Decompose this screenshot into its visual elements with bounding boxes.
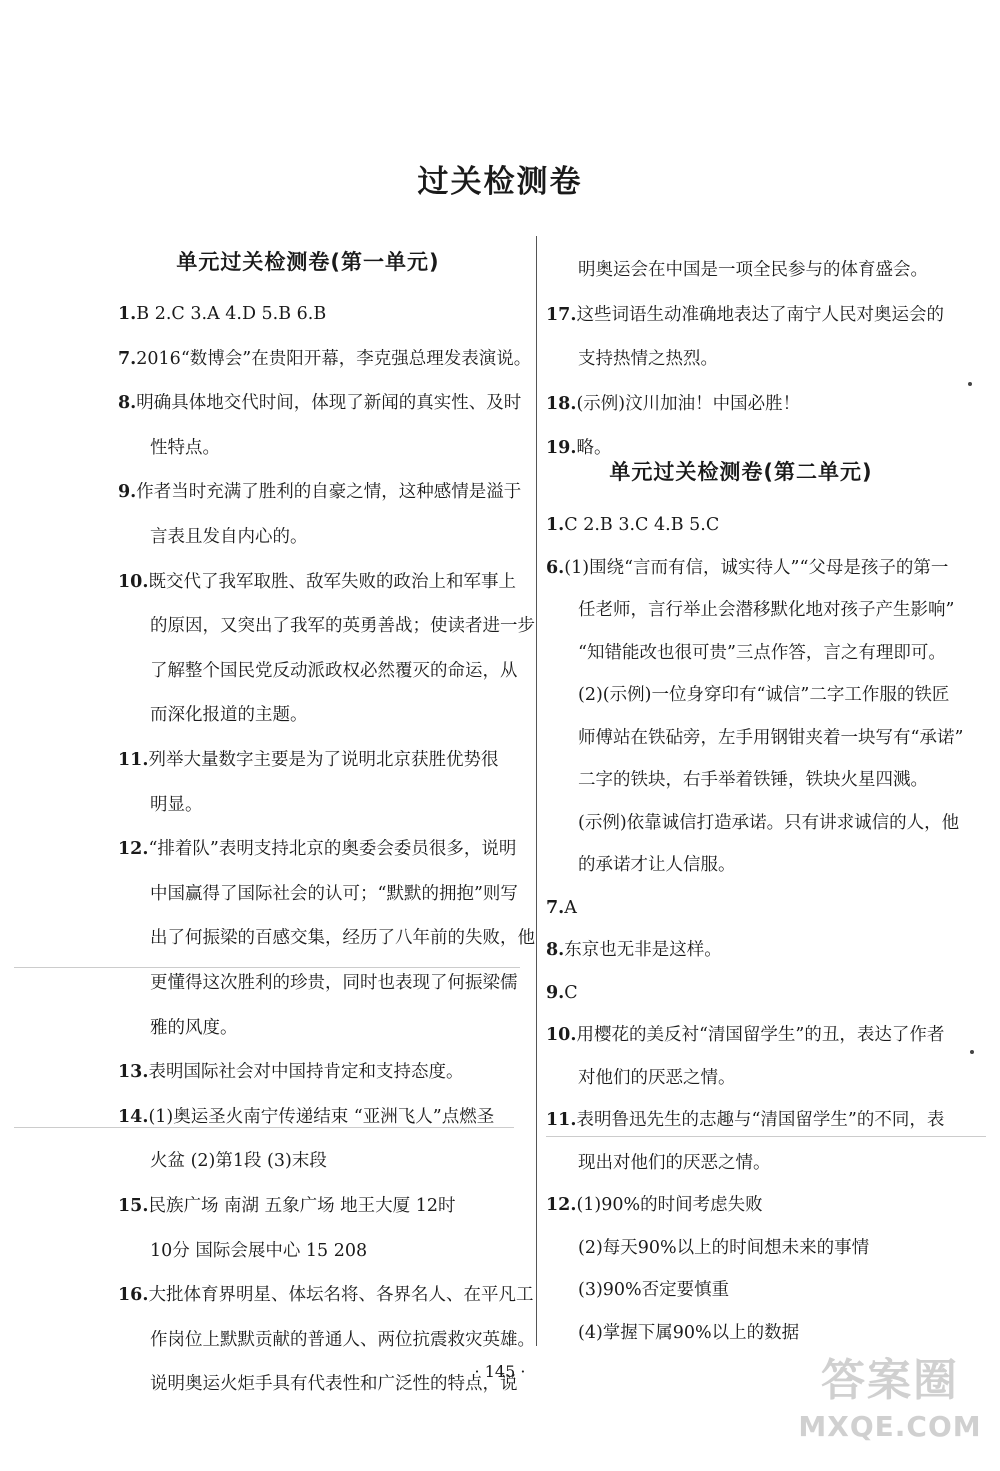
answer-line bbox=[118, 480, 521, 504]
page-title: 过关检测卷 bbox=[417, 164, 583, 200]
answer-line bbox=[118, 1105, 494, 1129]
answer-text: 言表且发自内心的。 bbox=[150, 527, 308, 547]
answer-line bbox=[546, 1193, 763, 1217]
question-number: 12. bbox=[546, 1195, 577, 1215]
answer-text: (2)每天90%以上的时间想未来的事情 bbox=[578, 1237, 870, 1258]
answer-line bbox=[578, 641, 946, 665]
answer-text: 明奥运会在中国是一项全民参与的体育盛会。 bbox=[578, 260, 928, 280]
answer-text: 既交代了我军取胜、敌军失败的政治上和军事上 bbox=[148, 571, 516, 592]
answer-line bbox=[578, 811, 959, 835]
answer-text: 东京也无非是这样。 bbox=[564, 940, 722, 960]
answer-text: 用樱花的美反衬“清国留学生”的丑，表达了作者 bbox=[576, 1025, 945, 1045]
answer-line bbox=[578, 1066, 736, 1090]
answer-text: 表明鲁迅先生的志趣与“清国留学生”的不同，表 bbox=[576, 1110, 945, 1130]
answer-text: (3)90%否定要慎重 bbox=[578, 1280, 730, 1300]
answer-text: (1)90%的时间考虑失败 bbox=[576, 1195, 763, 1215]
answer-line bbox=[578, 853, 736, 877]
answer-line bbox=[546, 938, 722, 962]
section-heading-unit-2: 单元过关检测卷(第二单元) bbox=[609, 460, 873, 484]
answer-text: 出了何振梁的百感交集，经历了八年前的失败，他 bbox=[150, 928, 535, 949]
answer-text: 支持热情之热烈。 bbox=[578, 349, 718, 370]
answer-line bbox=[150, 1328, 535, 1352]
answer-line bbox=[546, 896, 577, 920]
answer-text: 明确具体地交代时间，体现了新闻的真实性、及时 bbox=[136, 393, 522, 414]
answer-text: “排着队”表明支持北京的奥委会委员很多，说明 bbox=[148, 839, 517, 860]
answer-text: B 2.C 3.A 4.D 5.B 6.B bbox=[136, 304, 327, 324]
answer-text: 说明奥运火炬手具有代表性和广泛性的特点，说 bbox=[150, 1374, 518, 1395]
question-number: 12. bbox=[118, 839, 149, 860]
answer-line bbox=[150, 882, 518, 906]
answer-text: 这些词语生动准确地表达了南宁人民对奥运会的 bbox=[576, 304, 944, 325]
answer-line bbox=[578, 768, 928, 792]
answer-line bbox=[150, 703, 308, 727]
question-number: 7. bbox=[118, 348, 137, 369]
watermark bbox=[790, 1353, 990, 1463]
answer-line bbox=[150, 793, 203, 817]
answer-text: (示例)汶川加油！中国必胜！ bbox=[576, 393, 801, 414]
question-number: 15. bbox=[118, 1196, 149, 1216]
scan-rule bbox=[14, 967, 520, 968]
answer-line bbox=[546, 392, 800, 416]
question-number: 10. bbox=[118, 571, 149, 592]
answer-line bbox=[546, 556, 948, 580]
answer-line bbox=[150, 1239, 367, 1263]
answer-text: (1)奥运圣火南宁传递结束 “亚洲飞人”点燃圣 bbox=[148, 1106, 495, 1127]
question-number: 11. bbox=[118, 750, 149, 770]
answer-text: 中国赢得了国际社会的认可；“默默的拥抱”则写 bbox=[150, 883, 518, 904]
answer-line bbox=[118, 1283, 533, 1307]
answer-line bbox=[150, 926, 535, 950]
answer-line bbox=[150, 1149, 327, 1173]
answer-text: 师傅站在铁砧旁，左手用钢钳夹着一块写有“承诺” bbox=[578, 727, 964, 748]
answer-line bbox=[578, 1151, 771, 1175]
answer-text: 了解整个国民党反动派政权必然覆灭的命运，从 bbox=[150, 660, 518, 681]
answer-line bbox=[578, 598, 954, 622]
question-number: 10. bbox=[546, 1025, 577, 1045]
question-number: 17. bbox=[546, 304, 577, 325]
answer-line bbox=[118, 748, 498, 772]
answer-text: 略。 bbox=[576, 438, 612, 459]
answer-text: 现出对他们的厌恶之情。 bbox=[578, 1152, 771, 1173]
answer-text: 性特点。 bbox=[150, 437, 220, 458]
question-number: 9. bbox=[118, 482, 137, 503]
answer-line bbox=[546, 303, 944, 327]
answer-text: 作者当时充满了胜利的自豪之情，这种感情是溢于 bbox=[136, 482, 522, 503]
answer-line bbox=[150, 971, 518, 995]
answer-line bbox=[578, 726, 963, 750]
question-number: 7. bbox=[546, 897, 565, 918]
answer-text: 的承诺才让人信服。 bbox=[578, 855, 736, 875]
answer-line bbox=[546, 1108, 944, 1132]
scan-rule bbox=[14, 1127, 514, 1128]
answer-text: 大批体育界明星、体坛名将、各界名人、在平凡工 bbox=[148, 1285, 534, 1306]
question-number: 8. bbox=[118, 393, 137, 414]
answer-text: C 2.B 3.C 4.B 5.C bbox=[564, 515, 720, 535]
watermark-site: MXQE.COM bbox=[798, 1410, 982, 1443]
answer-line bbox=[118, 837, 516, 861]
answer-line bbox=[546, 513, 719, 537]
answer-text: 火盆 (2)第1段 (3)末段 bbox=[150, 1151, 327, 1172]
answer-text: 对他们的厌恶之情。 bbox=[578, 1067, 736, 1088]
question-number: 1. bbox=[118, 304, 137, 324]
answer-line bbox=[118, 1194, 455, 1218]
answer-text: (4)掌握下属90%以上的数据 bbox=[578, 1322, 800, 1343]
question-number: 1. bbox=[546, 515, 565, 535]
answer-line bbox=[150, 1016, 238, 1040]
question-number: 9. bbox=[546, 982, 565, 1003]
answer-line bbox=[546, 436, 611, 460]
answer-text: 雅的风度。 bbox=[150, 1017, 238, 1038]
answer-line bbox=[150, 614, 535, 638]
answer-line bbox=[546, 981, 578, 1005]
answer-text: 明显。 bbox=[150, 794, 203, 815]
margin-mark bbox=[970, 1050, 974, 1054]
question-number: 19. bbox=[546, 438, 577, 459]
answer-text: 10分 国际会展中心 15 208 bbox=[150, 1240, 368, 1261]
answer-text: 二字的铁块，右手举着铁锤，铁块火星四溅。 bbox=[578, 770, 928, 790]
answer-text: A bbox=[564, 897, 577, 918]
answer-text: 更懂得这次胜利的珍贵，同时也表现了何振梁儒 bbox=[150, 973, 518, 993]
answer-line bbox=[118, 347, 531, 371]
question-number: 13. bbox=[118, 1062, 149, 1083]
answer-text: 的原因，又突出了我军的英勇善战；使读者进一步 bbox=[150, 616, 535, 637]
answer-line bbox=[578, 1236, 869, 1260]
section-heading-unit-1: 单元过关检测卷(第一单元) bbox=[176, 250, 440, 274]
answer-line bbox=[150, 436, 220, 460]
answer-text: 列举大量数字主要是为了说明北京获胜优势很 bbox=[148, 750, 499, 770]
answer-line bbox=[578, 1321, 799, 1345]
answer-text: 表明国际社会对中国持肯定和支持态度。 bbox=[148, 1062, 464, 1083]
answer-line bbox=[578, 1278, 729, 1302]
answer-line bbox=[118, 1060, 463, 1084]
question-number: 16. bbox=[118, 1285, 149, 1306]
answer-line bbox=[118, 391, 521, 415]
answer-text: “知错能改也很可贵”三点作答，言之有理即可。 bbox=[578, 642, 946, 663]
answer-text: 而深化报道的主题。 bbox=[150, 705, 308, 726]
answer-line bbox=[150, 525, 308, 549]
answer-line bbox=[578, 258, 928, 282]
question-number: 14. bbox=[118, 1106, 149, 1127]
question-number: 11. bbox=[546, 1110, 577, 1130]
page-number: · 145 · bbox=[474, 1362, 526, 1381]
margin-mark bbox=[968, 382, 972, 386]
answer-text: 作岗位上默默贡献的普通人、两位抗震救灾英雄。 bbox=[150, 1329, 535, 1350]
answer-text: (示例)依靠诚信打造承诺。只有讲求诚信的人，他 bbox=[578, 812, 960, 833]
column-divider bbox=[536, 236, 537, 1346]
answer-line bbox=[578, 347, 718, 371]
answer-line bbox=[150, 659, 518, 683]
answer-text: C bbox=[564, 982, 578, 1003]
question-number: 18. bbox=[546, 393, 577, 414]
question-number: 6. bbox=[546, 557, 565, 578]
answer-text: (2)(示例)一位身穿印有“诚信”二字工作服的铁匠 bbox=[578, 685, 950, 705]
answer-text: 民族广场 南湖 五象广场 地王大厦 12时 bbox=[148, 1196, 456, 1216]
answer-text: (1)围绕“言而有信，诚实待人”“父母是孩子的第一 bbox=[564, 557, 949, 578]
answer-line bbox=[546, 1023, 944, 1047]
answer-text: 2016“数博会”在贵阳开幕，李克强总理发表演说。 bbox=[136, 348, 532, 369]
answer-line bbox=[578, 683, 949, 707]
watermark-logo: 答案圈 bbox=[821, 1355, 959, 1406]
answer-line bbox=[118, 570, 516, 594]
answer-text: 任老师，言行举止会潜移默化地对孩子产生影响” bbox=[578, 600, 955, 620]
answer-line bbox=[118, 302, 326, 326]
question-number: 8. bbox=[546, 940, 565, 960]
scan-rule bbox=[546, 1136, 986, 1137]
